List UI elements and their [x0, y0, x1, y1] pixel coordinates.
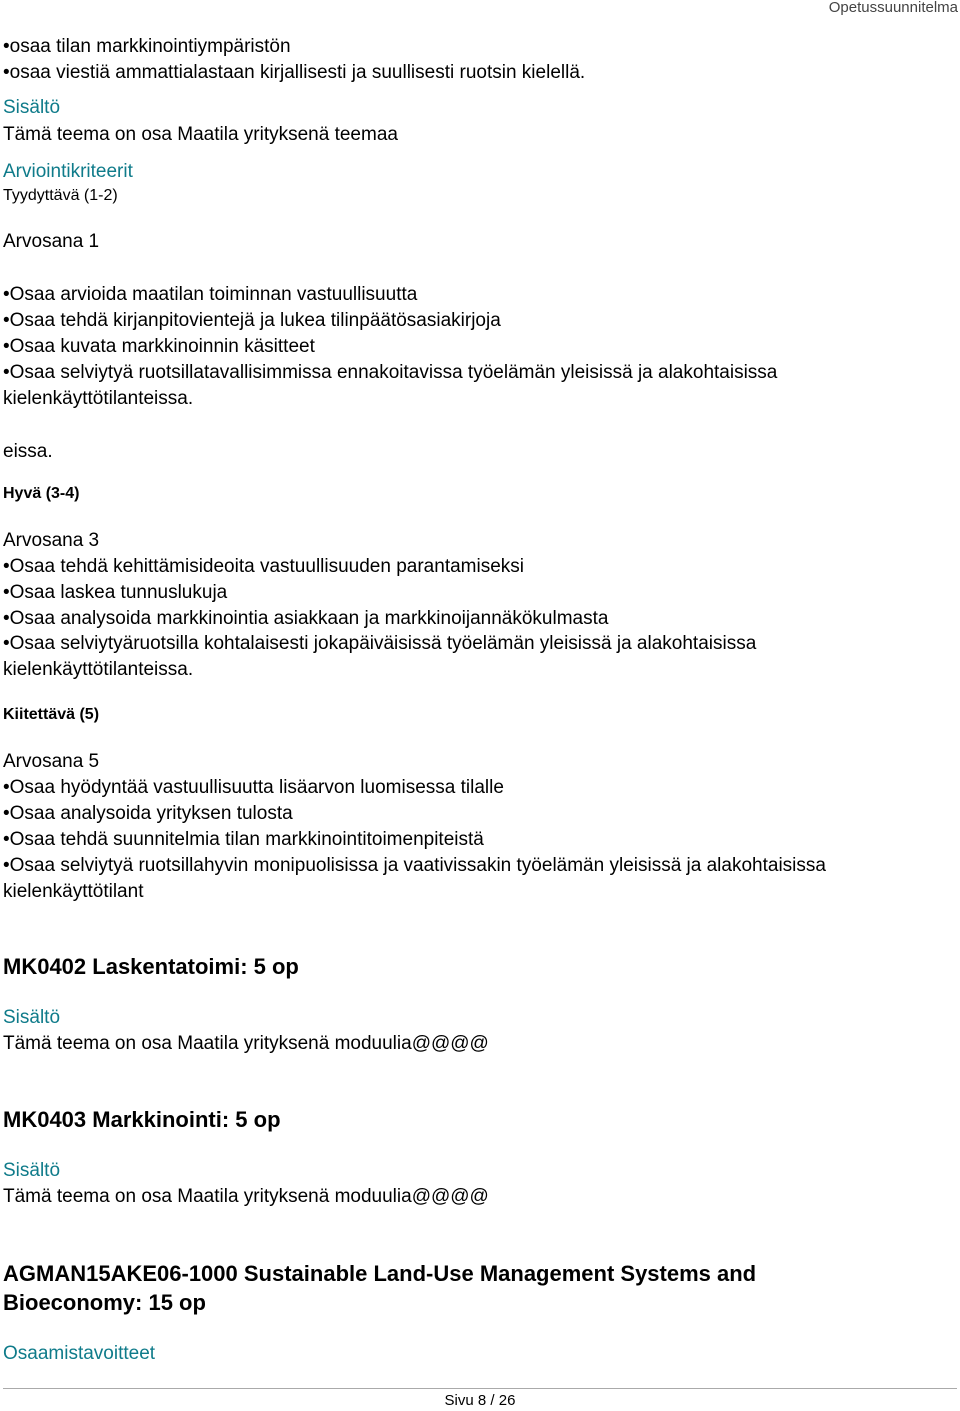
grade-band-heading: Hyvä (3-4): [3, 485, 80, 502]
module-title-line: Bioeconomy: 15 op: [3, 1290, 206, 1315]
list-item: •osaa viestiä ammattialastaan kirjallisesti ja suullisesti ruotsin kielellä.: [3, 62, 586, 83]
list-item: •Osaa kuvata markkinoinnin käsitteet: [3, 336, 315, 357]
list-item: •Osaa selviytyä ruotsillahyvin monipuolisissa ja vaativissakin työelämän yleisissä ja alakohtaisissa: [3, 855, 826, 876]
list-item: •Osaa tehdä kehittämisideoita vastuullisuuden parantamiseksi: [3, 556, 524, 577]
list-item-continuation: kielenkäyttötilanteissa.: [3, 659, 194, 680]
list-item: •Osaa laskea tunnuslukuja: [3, 582, 228, 603]
section-text: Tämä teema on osa Maatila yrityksenä moduulia@@@@: [3, 1033, 489, 1054]
page-number: Sivu 8 / 26: [444, 1392, 516, 1409]
section-heading: Sisältö: [3, 1007, 61, 1028]
list-item: •Osaa tehdä suunnitelmia tilan markkinointitoimenpiteistä: [3, 829, 484, 850]
section-text: Tämä teema on osa Maatila yrityksenä teemaa: [3, 124, 398, 145]
list-item: •Osaa analysoida markkinointia asiakkaan ja markkinoijannäkökulmasta: [3, 608, 609, 629]
section-heading: Sisältö: [3, 97, 61, 118]
grade-band-heading: Kiitettävä (5): [3, 706, 100, 723]
section-heading: Osaamistavoitteet: [3, 1343, 156, 1364]
list-item: •Osaa hyödyntää vastuullisuutta lisäarvon luomisessa tilalle: [3, 777, 504, 798]
section-heading: Sisältö: [3, 1160, 61, 1181]
grade-label: Arvosana 5: [3, 751, 100, 772]
footer-divider: [3, 1388, 957, 1389]
list-item: •osaa tilan markkinointiympäristön: [3, 36, 291, 57]
module-title: MK0403 Markkinointi: 5 op: [3, 1107, 281, 1132]
module-title: MK0402 Laskentatoimi: 5 op: [3, 954, 299, 979]
list-item-continuation: kielenkäyttötilant: [3, 881, 144, 902]
criteria-heading: Arviointikriteerit: [3, 161, 133, 182]
list-item: •Osaa arvioida maatilan toiminnan vastuullisuutta: [3, 284, 418, 305]
stray-text: eissa.: [3, 441, 53, 462]
document-header-title: Opetussuunnitelma: [828, 0, 958, 16]
list-item: •Osaa tehdä kirjanpitovientejä ja lukea tilinpäätösasiakirjoja: [3, 310, 501, 331]
list-item: •Osaa selviytyäruotsilla kohtalaisesti jokapäiväisissä työelämän yleisissä ja alakohtaisissa: [3, 633, 757, 654]
grade-label: Arvosana 1: [3, 231, 100, 252]
list-item: •Osaa analysoida yrityksen tulosta: [3, 803, 293, 824]
list-item-continuation: kielenkäyttötilanteissa.: [3, 388, 194, 409]
module-title-line: AGMAN15AKE06-1000 Sustainable Land-Use Management Systems and: [3, 1261, 757, 1286]
grade-band-heading: Tyydyttävä (1-2): [3, 187, 118, 204]
list-item: •Osaa selviytyä ruotsillatavallisimmissa ennakoitavissa työelämän yleisissä ja alakohtaisissa: [3, 362, 778, 383]
grade-label: Arvosana 3: [3, 530, 100, 551]
section-text: Tämä teema on osa Maatila yrityksenä moduulia@@@@: [3, 1186, 489, 1207]
